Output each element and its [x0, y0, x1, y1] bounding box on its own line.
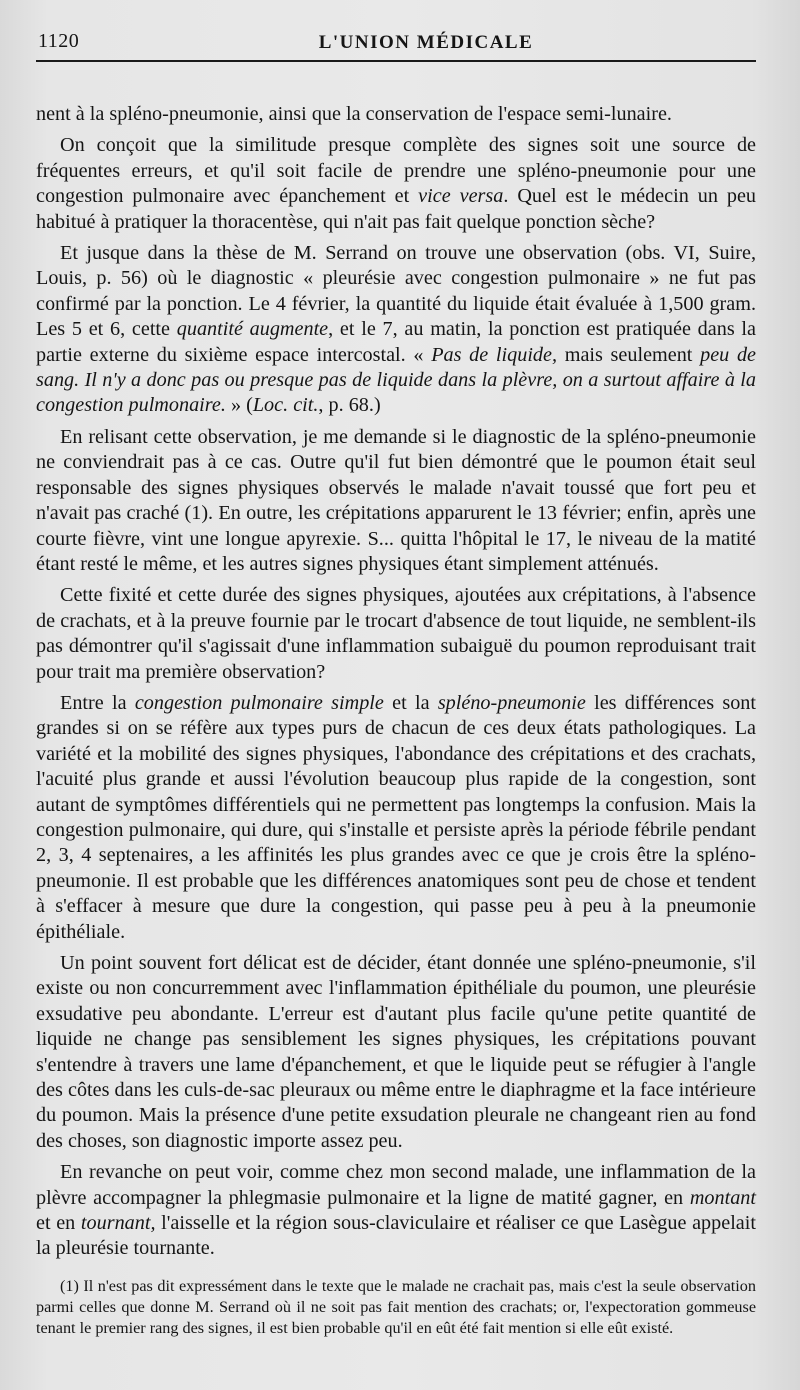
- page-header: [36, 26, 756, 62]
- italic-quote: peu de sang. Il n'y a donc pas ou presque pas de liquide dans la plèvre, on a surtout affaire à la congestion pulmonaire.: [36, 343, 757, 417]
- page-number: 1120: [38, 30, 80, 52]
- paragraph: Et jusque dans la thèse de M. Serrand on trouve une observation (obs. VI, Suire, Louis, p. 56) où le diagnostic « pleurésie avec congestion pulmonaire » ne fut pas confirmé par la ponction. Le 4 février, la quantité du liquide était évaluée à 1,500 gram. Les 5 et 6, cette quantité augmente, et le 7, au matin, la ponction est pratiquée dans la partie externe du sixième espace intercostal. « Pas de liquide, mais seulement peu de sang. Il n'y a donc pas ou presque pas de liquide dans la plèvre, on a surtout affaire à la congestion pulmonaire. » (Loc. cit., p. 68.): [36, 242, 757, 417]
- paragraph: On conçoit que la similitude presque complète des signes soit une source de fréquentes erreurs, et qu'il soit facile de prendre une spléno-pneumonie pour une congestion pulmonaire avec épanchement et vice versa. Quel est le médecin un peu habitué à pratiquer la thoracentèse, qui n'ait pas fait quelque ponction sèche?: [36, 134, 757, 233]
- paragraph: En revanche on peut voir, comme chez mon second malade, une inflammation de la plèvre accompagner la phlegmasie pulmonaire et la ligne de matité gagner, en montant et en tournant, l'aisselle et la région sous-claviculaire et réaliser ce que Lasègue appelait la pleurésie tournante.: [36, 1161, 756, 1260]
- paragraph: En relisant cette observation, je me demande si le diagnostic de la spléno-pneumonie ne conviendrait pas à ce cas. Outre qu'il fut bien démontré que le poumon était seul responsable des signes physiques observés le malade n'avait toussé que fort peu et n'avait pas craché (1). En outre, les crépitations apparurent le 13 février; enfin, après une courte fièvre, vint une longue apyrexie. S... quitta l'hôpital le 17, le niveau de la matité étant resté le même, et les autres signes physiques étant simplement atténués.: [36, 425, 756, 575]
- footnote: [36, 1276, 756, 1339]
- paragraph: Cette fixité et cette durée des signes physiques, ajoutées aux crépitations, à l'absence de crachats, et à la preuve fournie par le trocart d'absence de tout liquide, ne semblent-ils pas démontrer qu'il s'agissait d'une inflammation subaiguë du poumon reproduisant trait pour trait ma première observation?: [36, 584, 756, 683]
- italic-phrase: Pas de liquide,: [431, 343, 558, 366]
- italic-phrase: spléno-pneumonie: [437, 691, 586, 714]
- body-text: [36, 102, 756, 1262]
- paragraph: nent à la spléno-pneumonie, ainsi que la conservation de l'espace semi-lunaire.: [36, 103, 672, 125]
- italic-phrase: montant: [689, 1186, 756, 1209]
- italic-phrase: quantité augmente: [176, 318, 329, 341]
- paragraph: Un point souvent fort délicat est de décider, étant donnée une spléno-pneumonie, s'il existe ou non concurremment avec l'inflammation épithéliale du poumon, une pleurésie exsudative peu abondante. L'erreur est d'autant plus facile qu'une petite quantité de liquide ne change pas sensiblement les signes physiques, les crépitations pouvant s'entendre à travers une lame d'épanchement, et que le liquide peut se réfugier à l'angle des côtes dans les culs-de-sac pleuraux ou même entre le diaphragme et la face intérieure du poumon. Mais la présence d'une petite exsudation pleurale ne changeant rien au fond des choses, son diagnostic importe assez peu.: [36, 952, 756, 1152]
- italic-phrase: congestion pulmonaire simple: [134, 691, 384, 714]
- paragraph: Entre la congestion pulmonaire simple et la spléno-pneumonie les différences sont grandes si on se réfère aux types purs de chacun de ces deux états pathologiques. La variété et la mobilité des signes physiques, l'abondance des crépitations et des crachats, l'acuité plus grande et aussi l'évolution beaucoup plus rapide de la congestion, sont autant de symptômes différentiels qui ne permettent pas longtemps la confusion. Mais la congestion pulmonaire, qui dure, qui s'installe et persiste après la période fébrile pendant 2, 3, 4 septenaires, a les affinités les plus grandes avec ce que je crois être la spléno-pneumonie. Il est probable que les différences anatomiques sont peu de chose et tendent à s'effacer à mesure que dure la congestion, qui passe peu à peu à la pneumonie épithéliale.: [36, 691, 756, 943]
- italic-phrase: vice versa: [418, 185, 504, 208]
- footnote-text: (1) Il n'est pas dit expressément dans le texte que le malade ne crachait pas, mais c'est la seule observation parmi celles que donne M. Serrand où il ne soit pas fait mention des crachats; or, l'expectoration gommeuse tenant le premier rang des signes, il est bien probable qu'il en eût été fait mention si elle eût existé.: [36, 1276, 756, 1337]
- italic-phrase: Loc. cit.: [252, 394, 319, 417]
- running-title: L'UNION MÉDICALE: [318, 32, 534, 53]
- italic-phrase: tournant,: [80, 1212, 156, 1235]
